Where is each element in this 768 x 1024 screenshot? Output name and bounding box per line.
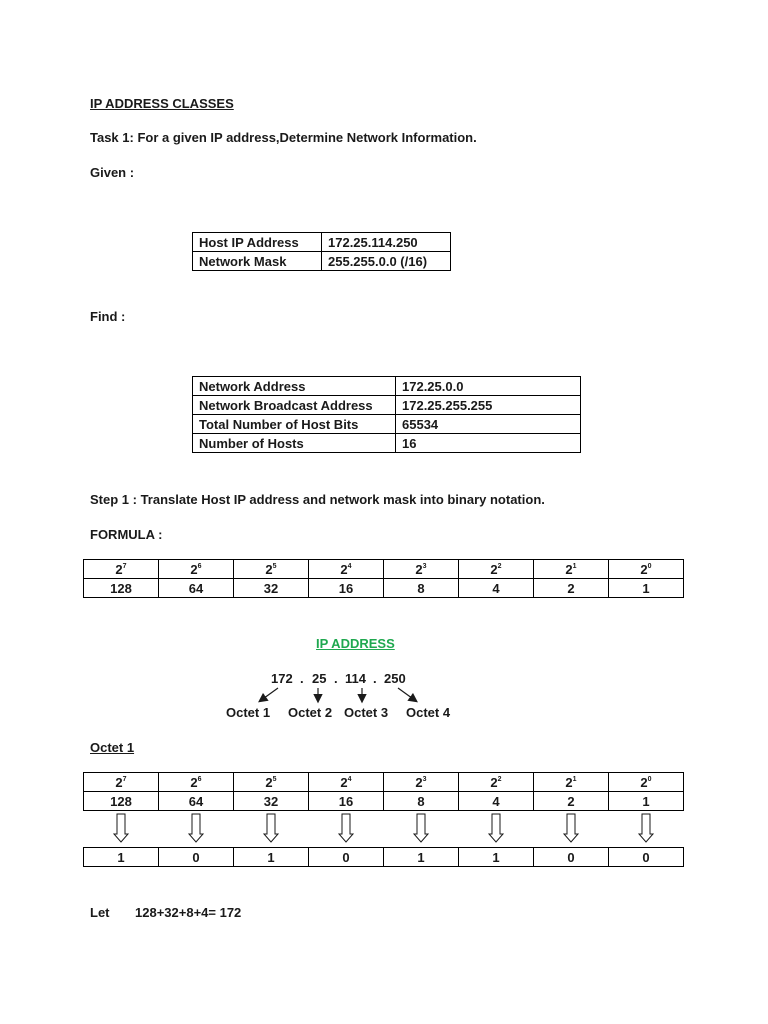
page-heading: IP ADDRESS CLASSES [90, 96, 234, 111]
given-label: Given : [90, 165, 135, 180]
bit-cell: 1 [234, 848, 309, 867]
value-cell: 64 [159, 792, 234, 811]
down-arrow-icon [264, 814, 278, 842]
power-cell: $2^5$ [234, 560, 309, 579]
power-cell: $2^4$ [309, 560, 384, 579]
table-row [84, 848, 684, 867]
find-value: 16 [396, 434, 581, 453]
given-key: Network Mask [193, 252, 322, 271]
power-cell: $2^3$ [384, 773, 459, 792]
octet-label: Octet 3 [344, 705, 389, 720]
ip-part: 114 [345, 671, 366, 686]
power-cell: $2^2$ [459, 773, 534, 792]
given-value: 172.25.114.250 [322, 233, 451, 252]
value-cell: 1 [609, 792, 684, 811]
bit-cell: 0 [159, 848, 234, 867]
power-cell: $2^0$ [609, 560, 684, 579]
value-cell: 8 [384, 579, 459, 598]
down-arrow-icon [339, 814, 353, 842]
value-cell: 64 [159, 579, 234, 598]
octet-label: Octet 1 [226, 705, 271, 720]
power-cell: $2^1$ [534, 773, 609, 792]
value-cell: 128 [84, 792, 159, 811]
value-cell: 2 [534, 579, 609, 598]
power-cell: $2^6$ [159, 560, 234, 579]
bit-cell: 1 [384, 848, 459, 867]
power-cell: $2^5$ [234, 773, 309, 792]
down-arrow-icon [414, 814, 428, 842]
down-arrow-icon [189, 814, 203, 842]
task-title: Task 1: For a given IP address,Determine Network Information. [90, 130, 477, 145]
bit-cell: 1 [84, 848, 159, 867]
power-cell: $2^4$ [309, 773, 384, 792]
ip-part: 172 [271, 671, 293, 686]
power-cell: $2^1$ [534, 560, 609, 579]
value-cell: 1 [609, 579, 684, 598]
value-cell: 128 [84, 579, 159, 598]
power-cell: $2^6$ [159, 773, 234, 792]
value-cell: 16 [309, 792, 384, 811]
value-cell: 2 [534, 792, 609, 811]
power-cell: $2^7$ [84, 560, 159, 579]
ip-part: 25 [312, 671, 327, 686]
ip-part: 250 [384, 671, 406, 686]
let-label: Let [90, 905, 110, 920]
octet-label: Octet 2 [288, 705, 333, 720]
octet-label: Octet 4 [406, 705, 451, 720]
down-arrow-icon [114, 814, 128, 842]
octet1-title: Octet 1 [90, 740, 135, 755]
value-cell: 4 [459, 579, 534, 598]
table-row [84, 773, 684, 792]
octet1-bits-table [83, 847, 684, 867]
power-cell: $2^2$ [459, 560, 534, 579]
value-cell: 8 [384, 792, 459, 811]
ip-dot: . [300, 671, 304, 686]
ip-dot: . [373, 671, 377, 686]
power-cell: $2^7$ [84, 773, 159, 792]
value-cell: 32 [234, 579, 309, 598]
formula-label: FORMULA : [90, 527, 163, 542]
ip-dot: . [334, 671, 338, 686]
down-arrow-icon [564, 814, 578, 842]
octet1-arrow [260, 688, 278, 701]
find-key: Network Broadcast Address [193, 396, 396, 415]
given-value: 255.255.0.0 (/16) [322, 252, 451, 271]
find-key: Number of Hosts [193, 434, 396, 453]
power-cell: $2^0$ [609, 773, 684, 792]
octet4-arrow [398, 688, 416, 701]
down-arrow-icon [489, 814, 503, 842]
bit-cell: 0 [534, 848, 609, 867]
find-key: Network Address [193, 377, 396, 396]
table-row [84, 792, 684, 811]
down-arrow-icon [639, 814, 653, 842]
find-label: Find : [90, 309, 126, 324]
let-expression: 128+32+8+4= 172 [135, 905, 242, 920]
ip-address-title: IP ADDRESS [316, 636, 395, 651]
find-value: 172.25.255.255 [396, 396, 581, 415]
value-cell: 32 [234, 792, 309, 811]
octet1-power-table [83, 772, 684, 811]
bit-cell: 0 [609, 848, 684, 867]
find-key: Total Number of Host Bits [193, 415, 396, 434]
power-cell: $2^3$ [384, 560, 459, 579]
value-cell: 4 [459, 792, 534, 811]
bit-cell: 0 [309, 848, 384, 867]
find-value: 65534 [396, 415, 581, 434]
step1-text: Step 1 : Translate Host IP address and network mask into binary notation. [90, 492, 545, 507]
bit-cell: 1 [459, 848, 534, 867]
given-key: Host IP Address [193, 233, 322, 252]
value-cell: 16 [309, 579, 384, 598]
find-value: 172.25.0.0 [396, 377, 581, 396]
